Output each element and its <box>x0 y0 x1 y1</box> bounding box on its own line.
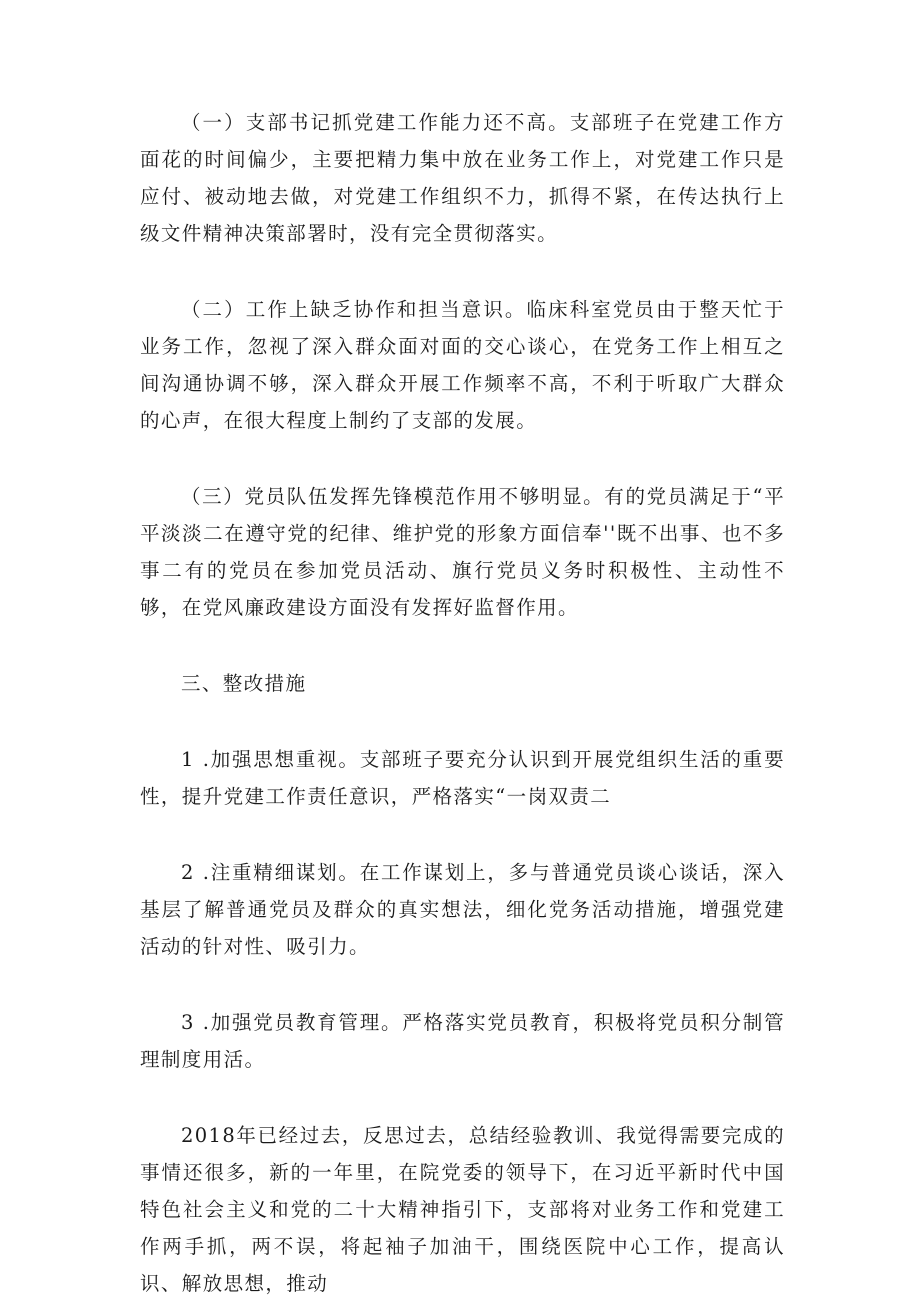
section-heading-rectification: 三、整改措施 <box>180 672 307 695</box>
paragraph-issue-3: （三）党员队伍发挥先锋模范作用不够明显。有的党员满足于“平平淡淡二在遵守党的纪律、维护党的形象方面信奉''既不出事、也不多事二有的党员在参加党员活动、旗行党员义务时积极性、主动性不够，在党风廉政建设方面没有发挥好监督作用。 <box>140 485 785 619</box>
paragraph-measure-2: 2 .注重精细谋划。在工作谋划上，多与普通党员谈心谈话，深入基层了解普通党员及群众的真实想法，细化党务活动措施，增强党建活动的针对性、吸引力。 <box>140 861 785 958</box>
paragraph-measure-1: 1 .加强思想重视。支部班子要充分认识到开展党组织生活的重要性，提升党建工作责任意识，严格落实“一岗双责二 <box>140 748 785 808</box>
paragraph-issue-2: （二）工作上缺乏协作和担当意识。临床科室党员由于整天忙于业务工作，忽视了深入群众面对面的交心谈心，在党务工作上相互之间沟通协调不够，深入群众开展工作频率不高，不利于听取广大群众的心声，在很大程度上制约了支部的发展。 <box>140 298 785 432</box>
paragraph-measure-3: 3 .加强党员教育管理。严格落实党员教育，积极将党员积分制管理制度用活。 <box>140 1011 785 1071</box>
paragraph-conclusion: 2018年已经过去，反思过去，总结经验教训、我觉得需要完成的事情还很多，新的一年里，在院党委的领导下，在习近平新时代中国特色社会主义和党的二十大精神指引下，支部将对业务工作和党建工作两手抓，两不误，将起袖子加油干，围绕医院中心工作，提高认识、解放思想，推动 <box>140 1124 785 1295</box>
paragraph-issue-1: （一）支部书记抓党建工作能力还不高。支部班子在党建工作方面花的时间偏少，主要把精力集中放在业务工作上，对党建工作只是应付、被动地去做，对党建工作组织不力，抓得不紧，在传达执行上级文件精神决策部署时，没有完全贯彻落实。 <box>140 111 785 245</box>
document-body <box>140 104 785 1302</box>
